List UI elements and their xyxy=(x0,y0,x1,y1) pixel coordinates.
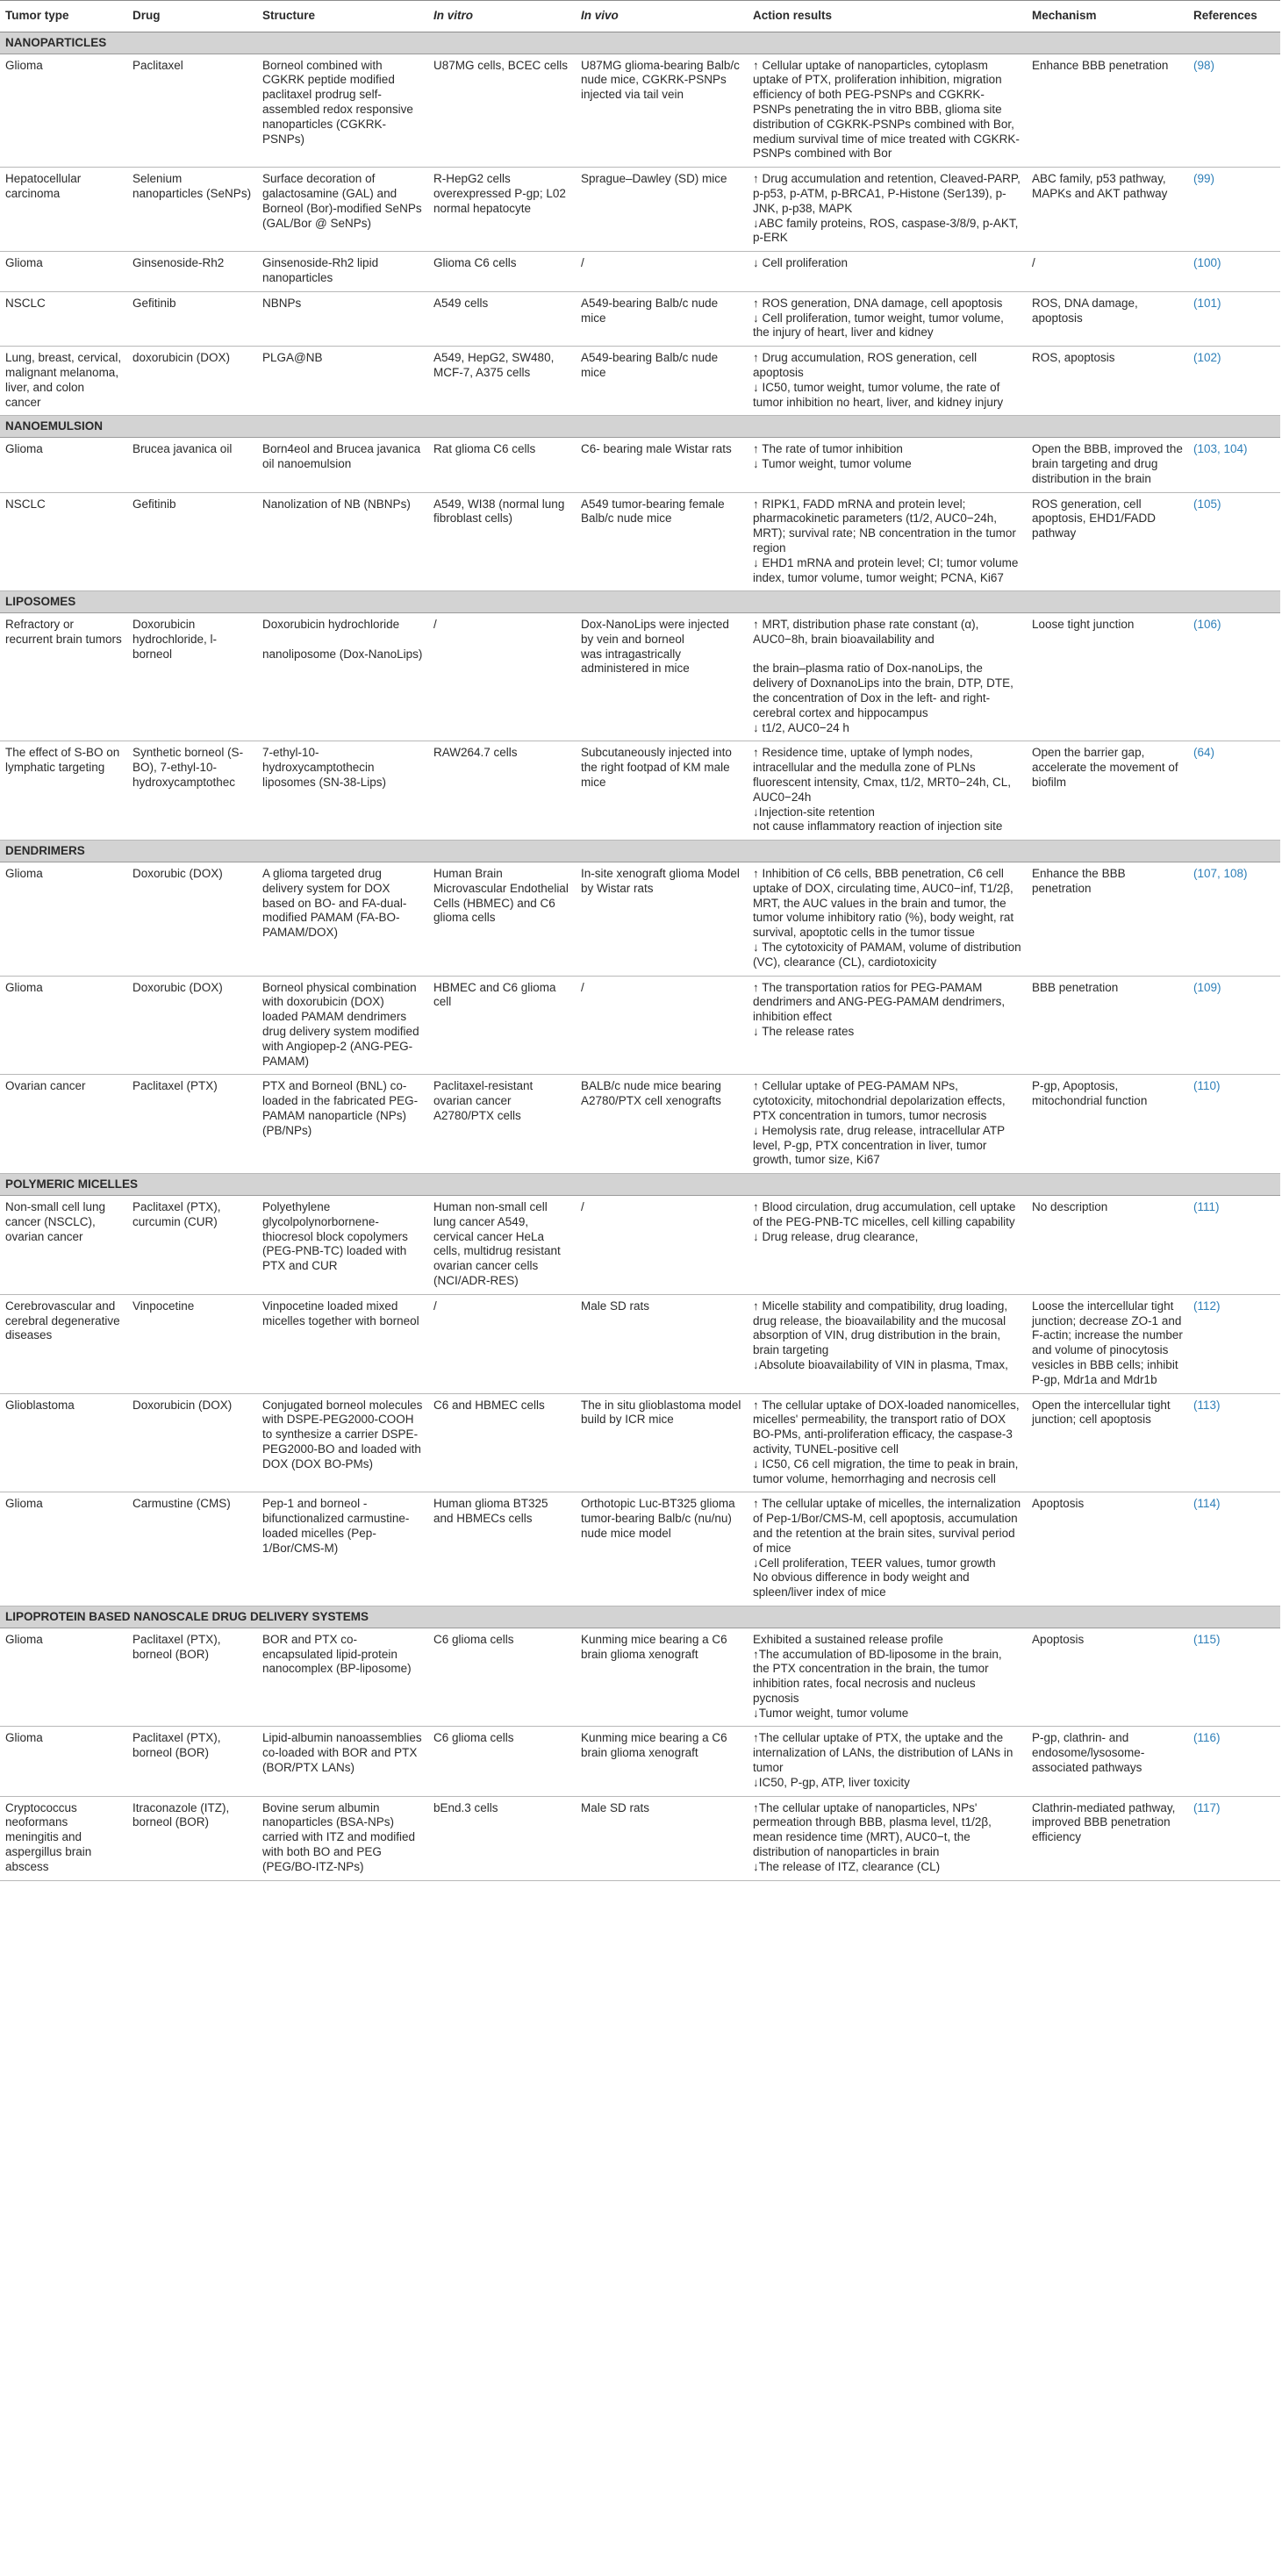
cell-tumor-type: Non-small cell lung cancer (NSCLC), ovarian cancer xyxy=(0,1195,127,1294)
cell-tumor-type: Ovarian cancer xyxy=(0,1075,127,1174)
cell-in-vitro: / xyxy=(428,613,576,741)
section-title: DENDRIMERS xyxy=(0,841,1280,862)
reference-link[interactable]: (101) xyxy=(1188,291,1280,346)
table-row xyxy=(0,1393,1280,1492)
cell-structure: Vinpocetine loaded mixed micelles together with borneol xyxy=(257,1294,428,1393)
cell-drug: Carmustine (CMS) xyxy=(127,1492,257,1606)
cell-tumor-type: The effect of S-BO on lymphatic targeting xyxy=(0,741,127,841)
table-row xyxy=(0,1075,1280,1174)
header-in-vivo: In vivo xyxy=(576,1,748,32)
cell-in-vitro: A549, HepG2, SW480, MCF-7, A375 cells xyxy=(428,347,576,416)
cell-mechanism: No description xyxy=(1027,1195,1188,1294)
cell-in-vivo: U87MG glioma-bearing Balb/c nude mice, CGKRK-PSNPs injected via tail vein xyxy=(576,54,748,168)
cell-action-results: ↑ Drug accumulation and retention, Cleaved-PARP, p-p53, p-ATM, p-BRCA1, P-Histone (Ser139), p-JNK, p-p38, MAPK ↓ABC family proteins, ROS, caspase-3/8/9, p-AKT, p-ERK xyxy=(748,168,1027,252)
cell-tumor-type: Glioma xyxy=(0,252,127,292)
cell-drug: Paclitaxel (PTX), borneol (BOR) xyxy=(127,1628,257,1727)
cell-in-vitro: Rat glioma C6 cells xyxy=(428,438,576,492)
reference-link[interactable]: (114) xyxy=(1188,1492,1280,1606)
reference-link[interactable]: (100) xyxy=(1188,252,1280,292)
cell-in-vivo: C6- bearing male Wistar rats xyxy=(576,438,748,492)
section-title: LIPOPROTEIN BASED NANOSCALE DRUG DELIVERY SYSTEMS xyxy=(0,1606,1280,1628)
cell-mechanism: Apoptosis xyxy=(1027,1492,1188,1606)
table-row xyxy=(0,1727,1280,1796)
reference-link[interactable]: (115) xyxy=(1188,1628,1280,1727)
cell-structure: NBNPs xyxy=(257,291,428,346)
cell-drug: Doxorubicin hydrochloride, l-borneol xyxy=(127,613,257,741)
reference-link[interactable]: (105) xyxy=(1188,492,1280,591)
cell-mechanism: ROS, DNA damage, apoptosis xyxy=(1027,291,1188,346)
cell-in-vivo: A549-bearing Balb/c nude mice xyxy=(576,347,748,416)
cell-in-vitro: A549 cells xyxy=(428,291,576,346)
cell-action-results: ↑The cellular uptake of PTX, the uptake and the internalization of LANs, the distribution of LANs in tumor ↓IC50, P-gp, ATP, liver toxicity xyxy=(748,1727,1027,1796)
cell-tumor-type: Cryptococcus neoformans meningitis and aspergillus brain abscess xyxy=(0,1796,127,1880)
cell-action-results: ↑ Micelle stability and compatibility, drug loading, drug release, the bioavailability and the mucosal absorption of VIN, drug distribution in the brain, brain targeting ↓Absolute bioavailability of VIN in plasma, Tmax, xyxy=(748,1294,1027,1393)
section-row xyxy=(0,591,1280,613)
table-body xyxy=(0,32,1280,1880)
cell-in-vitro: Human non-small cell lung cancer A549, cervical cancer HeLa cells, multidrug resistant ovarian cancer cells (NCI/ADR-RES) xyxy=(428,1195,576,1294)
cell-action-results: ↑ Inhibition of C6 cells, BBB penetration, C6 cell uptake of DOX, circulating time, AUC0−inf, T1/2β, MRT, the AUC values in the brain and tumor, the tumor volume inhibitory ratio (%), body weight, rat survival, apoptotic cells in the tumor tissue ↓ The cytotoxicity of PAMAM, volume of distribution (VC), clearance (CL), cardiotoxicity xyxy=(748,862,1027,977)
cell-structure: Doxorubicin hydrochloride nanoliposome (Dox-NanoLips) xyxy=(257,613,428,741)
cell-tumor-type: Glioma xyxy=(0,1628,127,1727)
reference-link[interactable]: (112) xyxy=(1188,1294,1280,1393)
section-title: NANOPARTICLES xyxy=(0,32,1280,54)
cell-tumor-type: Glioma xyxy=(0,438,127,492)
cell-in-vivo: Kunming mice bearing a C6 brain glioma xenograft xyxy=(576,1727,748,1796)
table-row xyxy=(0,168,1280,252)
cell-mechanism: P-gp, clathrin- and endosome/lysosome-associated pathways xyxy=(1027,1727,1188,1796)
table-row xyxy=(0,613,1280,741)
cell-mechanism: ROS, apoptosis xyxy=(1027,347,1188,416)
cell-in-vitro: HBMEC and C6 glioma cell xyxy=(428,976,576,1075)
cell-in-vitro: Human Brain Microvascular Endothelial Cells (HBMEC) and C6 glioma cells xyxy=(428,862,576,977)
cell-drug: Paclitaxel (PTX), borneol (BOR) xyxy=(127,1727,257,1796)
reference-link[interactable]: (117) xyxy=(1188,1796,1280,1880)
cell-in-vivo: Dox-NanoLips were injected by vein and borneol was intragastrically administered in mice xyxy=(576,613,748,741)
section-row xyxy=(0,1606,1280,1628)
cell-structure: PLGA@NB xyxy=(257,347,428,416)
cell-in-vivo: Subcutaneously injected into the right footpad of KM male mice xyxy=(576,741,748,841)
cell-action-results: ↑ Residence time, uptake of lymph nodes, intracellular and the medulla zone of PLNs fluorescent intensity, Cmax, t1/2, MRT0−24h, CL, AUC0−24h ↓Injection-site retention not cause inflammatory reaction of injection site xyxy=(748,741,1027,841)
cell-action-results: ↑ Cellular uptake of PEG-PAMAM NPs, cytotoxicity, mitochondrial depolarization effects, PTX concentration in tumors, tumor necrosis ↓ Hemolysis rate, drug release, intracellular ATP level, P-gp, PTX concentration in liver, tumor growth, tumor size, Ki67 xyxy=(748,1075,1027,1174)
cell-action-results: ↑ The cellular uptake of DOX-loaded nanomicelles, micelles' permeability, the transport ratio of DOX BO-PMs, anti-proliferation efficacy, the caspase-3 activity, TUNEL-positive cell ↓ IC50, C6 cell migration, the time to peak in brain, tumor volume, hemorrhaging and necrosis cell xyxy=(748,1393,1027,1492)
table-row xyxy=(0,1294,1280,1393)
cell-in-vivo: In-site xenograft glioma Model by Wistar rats xyxy=(576,862,748,977)
reference-link[interactable]: (99) xyxy=(1188,168,1280,252)
cell-action-results: ↑ RIPK1, FADD mRNA and protein level; pharmacokinetic parameters (t1/2, AUC0−24h, MRT); survival rate; NB concentration in the tumor region ↓ EHD1 mRNA and protein level; CI; tumor volume index, tumor volume, tumor weight; PCNA, Ki67 xyxy=(748,492,1027,591)
cell-tumor-type: Glioma xyxy=(0,1492,127,1606)
cell-drug: Itraconazole (ITZ), borneol (BOR) xyxy=(127,1796,257,1880)
cell-structure: PTX and Borneol (BNL) co-loaded in the fabricated PEG-PAMAM nanoparticle (NPs) (PB/NPs) xyxy=(257,1075,428,1174)
cell-structure: Borneol combined with CGKRK peptide modified paclitaxel prodrug self-assembled redox responsive nanoparticles (CGKRK-PSNPs) xyxy=(257,54,428,168)
reference-link[interactable]: (102) xyxy=(1188,347,1280,416)
cell-in-vitro: RAW264.7 cells xyxy=(428,741,576,841)
cell-in-vitro: C6 and HBMEC cells xyxy=(428,1393,576,1492)
cell-in-vivo: BALB/c nude mice bearing A2780/PTX cell xenografts xyxy=(576,1075,748,1174)
cell-tumor-type: Hepatocellular carcinoma xyxy=(0,168,127,252)
table-row xyxy=(0,1628,1280,1727)
cell-tumor-type: Lung, breast, cervical, malignant melanoma, liver, and colon cancer xyxy=(0,347,127,416)
cell-in-vitro: / xyxy=(428,1294,576,1393)
cell-structure: BOR and PTX co-encapsulated lipid-protein nanocomplex (BP-liposome) xyxy=(257,1628,428,1727)
cell-mechanism: Enhance the BBB penetration xyxy=(1027,862,1188,977)
cell-tumor-type: Glioma xyxy=(0,1727,127,1796)
section-title: LIPOSOMES xyxy=(0,591,1280,613)
cell-structure: Surface decoration of galactosamine (GAL) and Borneol (Bor)-modified SeNPs (GAL/Bor @ SeNPs) xyxy=(257,168,428,252)
cell-structure: Nanolization of NB (NBNPs) xyxy=(257,492,428,591)
cell-tumor-type: Glioma xyxy=(0,54,127,168)
header-tumor-type: Tumor type xyxy=(0,1,127,32)
cell-drug: Gefitinib xyxy=(127,492,257,591)
table-row xyxy=(0,1195,1280,1294)
cell-action-results: ↑ Blood circulation, drug accumulation, cell uptake of the PEG-PNB-TC micelles, cell killing capability ↓ Drug release, drug clearance, xyxy=(748,1195,1027,1294)
cell-structure: Polyethylene glycolpolynorbornene-thiocresol block copolymers (PEG-PNB-TC) loaded with PTX and CUR xyxy=(257,1195,428,1294)
cell-structure: Ginsenoside-Rh2 lipid nanoparticles xyxy=(257,252,428,292)
cell-in-vivo: Sprague–Dawley (SD) mice xyxy=(576,168,748,252)
cell-in-vivo: Male SD rats xyxy=(576,1294,748,1393)
cell-in-vivo: / xyxy=(576,252,748,292)
reference-link[interactable]: (103, 104) xyxy=(1188,438,1280,492)
cell-in-vitro: bEnd.3 cells xyxy=(428,1796,576,1880)
reference-link[interactable]: (64) xyxy=(1188,741,1280,841)
cell-in-vitro: A549, WI38 (normal lung fibroblast cells) xyxy=(428,492,576,591)
cell-structure: Lipid-albumin nanoassemblies co-loaded with BOR and PTX (BOR/PTX LANs) xyxy=(257,1727,428,1796)
table-row xyxy=(0,438,1280,492)
cell-drug: Paclitaxel xyxy=(127,54,257,168)
cell-mechanism: Open the intercellular tight junction; cell apoptosis xyxy=(1027,1393,1188,1492)
cell-mechanism: Open the BBB, improved the brain targeting and drug distribution in the brain xyxy=(1027,438,1188,492)
cell-action-results: ↑ The cellular uptake of micelles, the internalization of Pep-1/Bor/CMS-M, cell apoptosis, accumulation and the retention at the brain sites, survival period of mice ↓Cell proliferation, TEER values, tumor growth No obvious difference in body weight and spleen/liver index of mice xyxy=(748,1492,1027,1606)
cell-action-results: ↑ Cellular uptake of nanoparticles, cytoplasm uptake of PTX, proliferation inhibition, migration efficiency of both PEG-PSNPs and CGKRK-PSNPs penetrating the in vitro BBB, glioma site distribution of CGKRK-PSNPs combined with Bor, medium survival time of mice treated with CGKRK-PSNPs combined with Bor xyxy=(748,54,1027,168)
reference-link[interactable]: (107, 108) xyxy=(1188,862,1280,977)
reference-link[interactable]: (106) xyxy=(1188,613,1280,741)
cell-action-results: ↑ MRT, distribution phase rate constant (α), AUC0−8h, brain bioavailability and the brain–plasma ratio of Dox-nanoLips, the delivery of DoxnanoLips into the brain, DTP, DTE, the concentration of Dox in the left- and right-cerebral cortex and hippocampus ↓ t1/2, AUC0−24 h xyxy=(748,613,1027,741)
cell-drug: doxorubicin (DOX) xyxy=(127,347,257,416)
section-row xyxy=(0,416,1280,438)
cell-mechanism: Enhance BBB penetration xyxy=(1027,54,1188,168)
cell-drug: Paclitaxel (PTX), curcumin (CUR) xyxy=(127,1195,257,1294)
section-row xyxy=(0,32,1280,54)
section-title: POLYMERIC MICELLES xyxy=(0,1174,1280,1196)
cell-structure: A glioma targeted drug delivery system for DOX based on BO- and FA-dual-modified PAMAM (FA-BO-PAMAM/DOX) xyxy=(257,862,428,977)
cell-mechanism: BBB penetration xyxy=(1027,976,1188,1075)
cell-structure: 7-ethyl-10-hydroxycamptothecin liposomes (SN-38-Lips) xyxy=(257,741,428,841)
cell-in-vitro: Glioma C6 cells xyxy=(428,252,576,292)
section-row xyxy=(0,1174,1280,1196)
cell-in-vivo: / xyxy=(576,1195,748,1294)
cell-structure: Conjugated borneol molecules with DSPE-PEG2000-COOH to synthesize a carrier DSPE-PEG2000-BO and loaded with DOX (DOX BO-PMs) xyxy=(257,1393,428,1492)
cell-action-results: ↑ ROS generation, DNA damage, cell apoptosis ↓ Cell proliferation, tumor weight, tumor volume, the injury of heart, liver and kidney xyxy=(748,291,1027,346)
reference-link[interactable]: (109) xyxy=(1188,976,1280,1075)
cell-mechanism: / xyxy=(1027,252,1188,292)
cell-mechanism: Clathrin-mediated pathway, improved BBB penetration efficiency xyxy=(1027,1796,1188,1880)
cell-mechanism: Loose tight junction xyxy=(1027,613,1188,741)
cell-drug: Ginsenoside-Rh2 xyxy=(127,252,257,292)
cell-tumor-type: NSCLC xyxy=(0,492,127,591)
header-drug: Drug xyxy=(127,1,257,32)
cell-mechanism: Open the barrier gap, accelerate the movement of biofilm xyxy=(1027,741,1188,841)
cell-in-vitro: U87MG cells, BCEC cells xyxy=(428,54,576,168)
cell-in-vivo: Male SD rats xyxy=(576,1796,748,1880)
cell-structure: Borneol physical combination with doxorubicin (DOX) loaded PAMAM dendrimers drug delivery system modified with Angiopep-2 (ANG-PEG-PAMAM) xyxy=(257,976,428,1075)
table-row xyxy=(0,741,1280,841)
cell-action-results: ↑ The transportation ratios for PEG-PAMAM dendrimers and ANG-PEG-PAMAM dendrimers, inhibition effect ↓ The release rates xyxy=(748,976,1027,1075)
cell-tumor-type: Glioma xyxy=(0,976,127,1075)
cell-drug: Synthetic borneol (S-BO), 7-ethyl-10-hydroxycamptothec xyxy=(127,741,257,841)
cell-tumor-type: Glioma xyxy=(0,862,127,977)
table-row xyxy=(0,976,1280,1075)
reference-link[interactable]: (113) xyxy=(1188,1393,1280,1492)
header-action-results: Action results xyxy=(748,1,1027,32)
cell-in-vivo: / xyxy=(576,976,748,1075)
section-title: NANOEMULSION xyxy=(0,416,1280,438)
table-row xyxy=(0,1796,1280,1880)
cell-mechanism: P-gp, Apoptosis, mitochondrial function xyxy=(1027,1075,1188,1174)
cell-action-results: ↑ Drug accumulation, ROS generation, cell apoptosis ↓ IC50, tumor weight, tumor volume, the rate of tumor inhibition no heart, liver, and kidney injury xyxy=(748,347,1027,416)
cell-drug: Gefitinib xyxy=(127,291,257,346)
reference-link[interactable]: (98) xyxy=(1188,54,1280,168)
reference-link[interactable]: (116) xyxy=(1188,1727,1280,1796)
header-references: References xyxy=(1188,1,1280,32)
reference-link[interactable]: (110) xyxy=(1188,1075,1280,1174)
cell-action-results: ↑The cellular uptake of nanoparticles, NPs' permeation through BBB, plasma level, t1/2β, mean residence time (MRT), AUC0−t, the distribution of nanoparticles in brain ↓The release of ITZ, clearance (CL) xyxy=(748,1796,1027,1880)
header-row xyxy=(0,1,1280,32)
cell-mechanism: ABC family, p53 pathway, MAPKs and AKT pathway xyxy=(1027,168,1188,252)
cell-structure: Bovine serum albumin nanoparticles (BSA-NPs) carried with ITZ and modified with both BO and PEG (PEG/BO-ITZ-NPs) xyxy=(257,1796,428,1880)
table-row xyxy=(0,862,1280,977)
cell-in-vitro: C6 glioma cells xyxy=(428,1628,576,1727)
cell-mechanism: Apoptosis xyxy=(1027,1628,1188,1727)
cell-tumor-type: Refractory or recurrent brain tumors xyxy=(0,613,127,741)
cell-drug: Doxorubic (DOX) xyxy=(127,976,257,1075)
cell-in-vitro: Paclitaxel-resistant ovarian cancer A2780/PTX cells xyxy=(428,1075,576,1174)
cell-in-vivo: A549-bearing Balb/c nude mice xyxy=(576,291,748,346)
table-row xyxy=(0,347,1280,416)
header-structure: Structure xyxy=(257,1,428,32)
cell-in-vivo: A549 tumor-bearing female Balb/c nude mice xyxy=(576,492,748,591)
table-row xyxy=(0,492,1280,591)
table-row xyxy=(0,1492,1280,1606)
cell-tumor-type: NSCLC xyxy=(0,291,127,346)
table-row xyxy=(0,291,1280,346)
cell-drug: Doxorubic (DOX) xyxy=(127,862,257,977)
cell-action-results: Exhibited a sustained release profile ↑The accumulation of BD-liposome in the brain, the PTX concentration in the brain, the tumor inhibition rates, focal necrosis and nucleus pycnosis ↓Tumor weight, tumor volume xyxy=(748,1628,1027,1727)
cell-in-vitro: R-HepG2 cells overexpressed P-gp; L02 normal hepatocyte xyxy=(428,168,576,252)
cell-drug: Brucea javanica oil xyxy=(127,438,257,492)
cell-in-vivo: Kunming mice bearing a C6 brain glioma xenograft xyxy=(576,1628,748,1727)
table-row xyxy=(0,54,1280,168)
cell-in-vitro: C6 glioma cells xyxy=(428,1727,576,1796)
cell-drug: Vinpocetine xyxy=(127,1294,257,1393)
cell-mechanism: Loose the intercellular tight junction; decrease ZO-1 and F-actin; increase the number and volume of pinocytosis vesicles in BBB cells; inhibit P-gp, Mdr1a and Mdr1b xyxy=(1027,1294,1188,1393)
header-mechanism: Mechanism xyxy=(1027,1,1188,32)
cell-in-vivo: Orthotopic Luc-BT325 glioma tumor-bearing Balb/c (nu/nu) nude mice model xyxy=(576,1492,748,1606)
cell-in-vitro: Human glioma BT325 and HBMECs cells xyxy=(428,1492,576,1606)
cell-tumor-type: Glioblastoma xyxy=(0,1393,127,1492)
table-row xyxy=(0,252,1280,292)
cell-tumor-type: Cerebrovascular and cerebral degenerative diseases xyxy=(0,1294,127,1393)
cell-action-results: ↓ Cell proliferation xyxy=(748,252,1027,292)
cell-drug: Selenium nanoparticles (SeNPs) xyxy=(127,168,257,252)
cell-drug: Paclitaxel (PTX) xyxy=(127,1075,257,1174)
header-in-vitro: In vitro xyxy=(428,1,576,32)
section-row xyxy=(0,841,1280,862)
cell-in-vivo: The in situ glioblastoma model build by ICR mice xyxy=(576,1393,748,1492)
cell-structure: Pep-1 and borneol -bifunctionalized carmustine-loaded micelles (Pep-1/Bor/CMS-M) xyxy=(257,1492,428,1606)
cell-drug: Doxorubicin (DOX) xyxy=(127,1393,257,1492)
reference-link[interactable]: (111) xyxy=(1188,1195,1280,1294)
cell-mechanism: ROS generation, cell apoptosis, EHD1/FADD pathway xyxy=(1027,492,1188,591)
cell-action-results: ↑ The rate of tumor inhibition ↓ Tumor weight, tumor volume xyxy=(748,438,1027,492)
cell-structure: Born4eol and Brucea javanica oil nanoemulsion xyxy=(257,438,428,492)
